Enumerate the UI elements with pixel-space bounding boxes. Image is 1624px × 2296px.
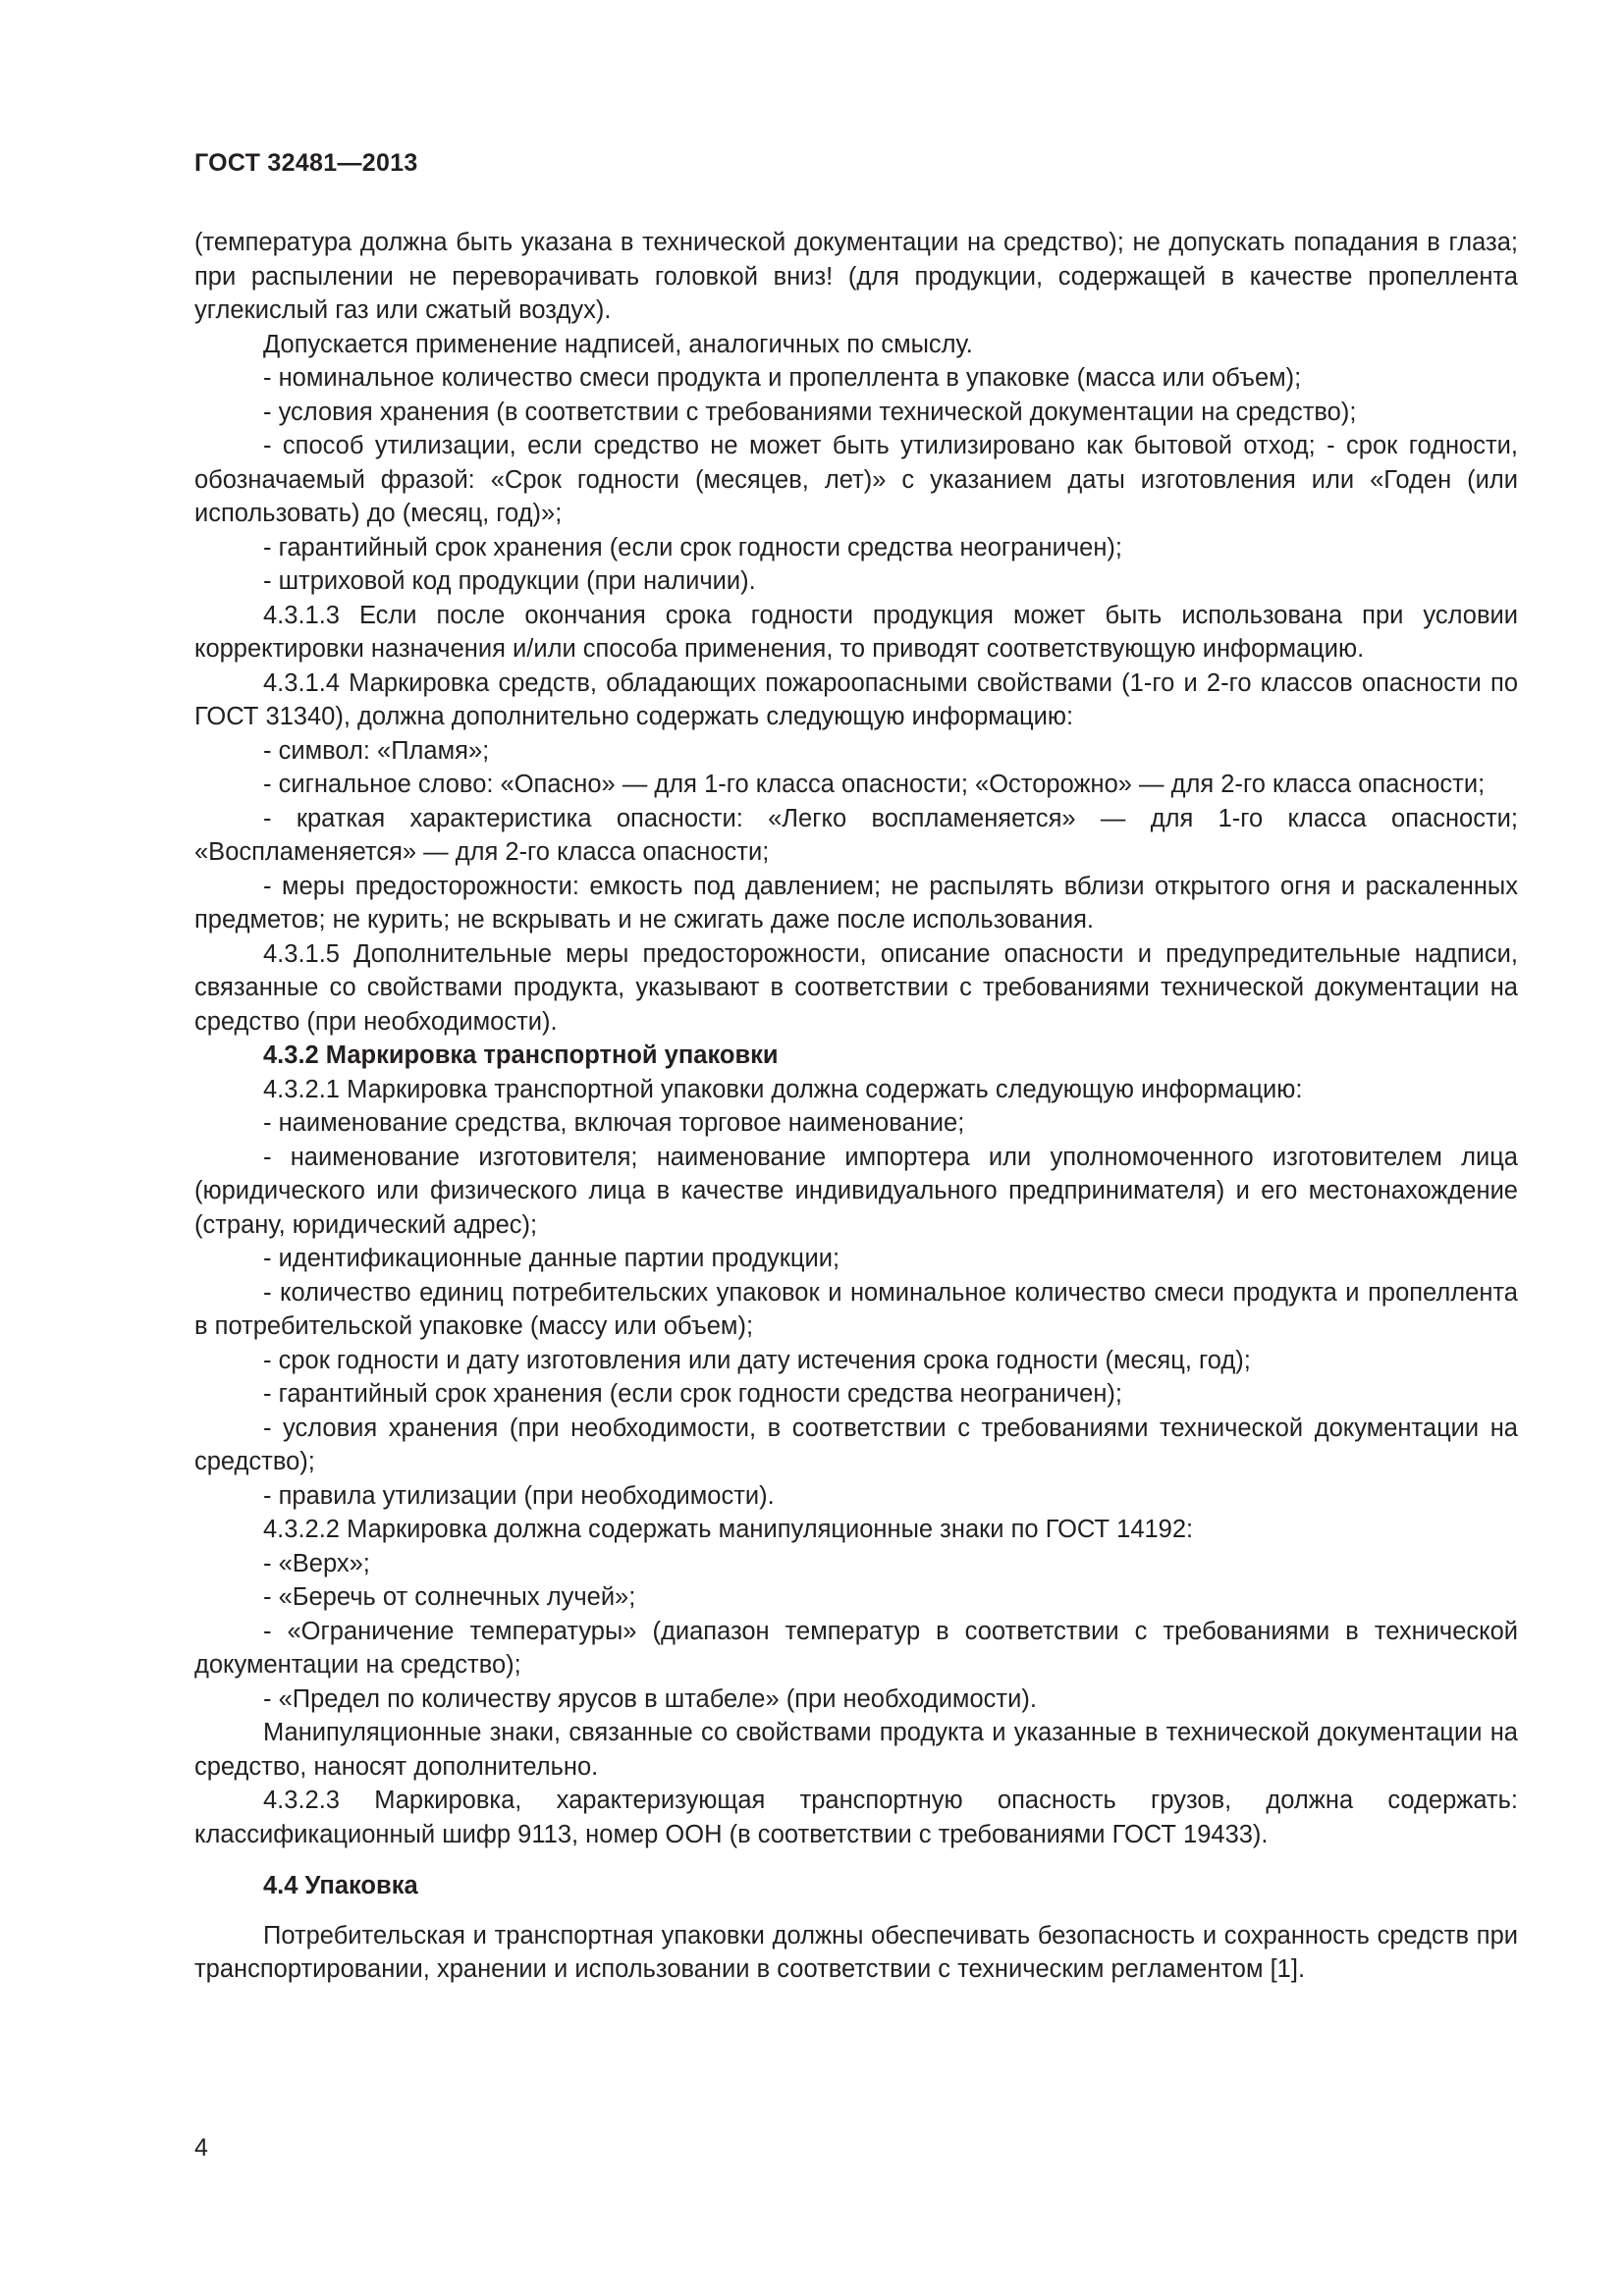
section-heading: 4.3.2 Маркировка транспортной упаковки bbox=[263, 1041, 779, 1069]
paragraph: 4.3.2.1 Маркировка транспортной упаковки должна содержать следующую информацию: bbox=[263, 1075, 1303, 1103]
paragraph: - сигнальное слово: «Опасно» — для 1-го класса опасности; «Осторожно» — для 2-го класса опасности; bbox=[263, 771, 1486, 798]
paragraph: - правила утилизации (при необходимости). bbox=[263, 1481, 775, 1510]
paragraph: Потребительская и транспортная упаковки должны обеспечивать безопасность и сохранность средств при транспортировании, хранении и использовании в соответствии с техническим регламентом [1]. bbox=[194, 1921, 1518, 1983]
paragraph: (температура должна быть указана в технической документации на средство); не допускать попадания в глаза; при распылении не переворачивать головкой вниз! (для продукции, содержащей в качестве пропеллента углекислый газ или сжатый воздух). bbox=[194, 229, 1518, 324]
paragraph: - гарантийный срок хранения (если срок годности средства неограничен); bbox=[263, 533, 1123, 561]
paragraph: - гарантийный срок хранения (если срок годности средства неограничен); bbox=[263, 1380, 1123, 1408]
paragraph: - краткая характеристика опасности: «Легко воспламеняется» — для 1-го класса опасности; «Воспламеняется» — для 2-го класса опасности; bbox=[194, 804, 1518, 866]
paragraph: - «Беречь от солнечных лучей»; bbox=[263, 1583, 636, 1611]
paragraph: 4.3.1.3 Если после окончания срока годности продукция может быть использована при условии корректировки назначения и/или способа применения, то приводят соответствующую информацию. bbox=[194, 601, 1518, 663]
paragraph: - условия хранения (в соответствии с требованиями технической документации на средство); bbox=[263, 398, 1357, 426]
paragraph: - срок годности и дату изготовления или дату истечения срока годности (месяц, год); bbox=[263, 1346, 1251, 1374]
paragraph: - «Предел по количеству ярусов в штабеле» (при необходимости). bbox=[263, 1684, 1037, 1713]
paragraph: 4.3.2.3 Маркировка, характеризующая транспортную опасность грузов, должна содержать: классификационный шифр 9113, номер ООН (в соответствии с требованиями ГОСТ 19433). bbox=[194, 1787, 1518, 1848]
paragraph: - идентификационные данные партии продукции; bbox=[263, 1245, 840, 1272]
paragraph: - способ утилизации, если средство не может быть утилизировано как бытовой отход; - срок годности, обозначаемый фразой: «Срок годности (месяцев, лет)» с указанием даты изготовления или «Годен (или использовать) до (месяц, год)»; bbox=[194, 432, 1518, 527]
document-header: ГОСТ 32481—2013 bbox=[194, 149, 418, 177]
paragraph: Манипуляционные знаки, связанные со свойствами продукта и указанные в технической документации на средство, наносят дополнительно. bbox=[194, 1719, 1518, 1781]
paragraph: 4.3.2.2 Маркировка должна содержать манипуляционные знаки по ГОСТ 14192: bbox=[263, 1516, 1194, 1543]
paragraph: - наименование средства, включая торговое наименование; bbox=[263, 1109, 965, 1137]
paragraph: - меры предосторожности: емкость под давлением; не распылять вблизи открытого огня и раскаленных предметов; не курить; не вскрывать и не сжигать даже после использования. bbox=[194, 872, 1518, 934]
paragraph: - номинальное количество смеси продукта и пропеллента в упаковке (масса или объем); bbox=[263, 364, 1302, 392]
paragraph: - штриховой код продукции (при наличии). bbox=[263, 567, 756, 595]
paragraph: - «Верх»; bbox=[263, 1549, 370, 1577]
paragraph: 4.3.1.4 Маркировка средств, обладающих пожароопасными свойствами (1-го и 2-го классов опасности по ГОСТ 31340), должна дополнительно содержать следующую информацию: bbox=[194, 668, 1518, 730]
paragraph: - наименование изготовителя; наименование импортера или уполномоченного изготовителем лица (юридического или физического лица в качестве индивидуального предпринимателя) и его местонахождение (страну, юридический адрес); bbox=[194, 1143, 1518, 1239]
page-number: 4 bbox=[194, 2134, 208, 2162]
paragraph: 4.3.1.5 Дополнительные меры предосторожности, описание опасности и предупредительные надписи, связанные со свойствами продукта, указывают в соответствии с требованиями технической документации на средство (при необходимости). bbox=[194, 939, 1518, 1036]
document-body bbox=[194, 226, 1518, 1987]
paragraph: - условия хранения (при необходимости, в соответствии с требованиями технической документации на средство); bbox=[194, 1414, 1518, 1475]
paragraph: - «Ограничение температуры» (диапазон температур в соответствии с требованиями в технической документации на средство); bbox=[194, 1617, 1518, 1679]
paragraph: - количество единиц потребительских упаковок и номинальное количество смеси продукта и пропеллента в потребительской упаковке (массу или объем); bbox=[194, 1278, 1518, 1340]
paragraph: Допускается применение надписей, аналогичных по смыслу. bbox=[263, 330, 973, 358]
paragraph: - символ: «Пламя»; bbox=[263, 736, 490, 765]
section-heading: 4.4 Упаковка bbox=[263, 1872, 418, 1899]
